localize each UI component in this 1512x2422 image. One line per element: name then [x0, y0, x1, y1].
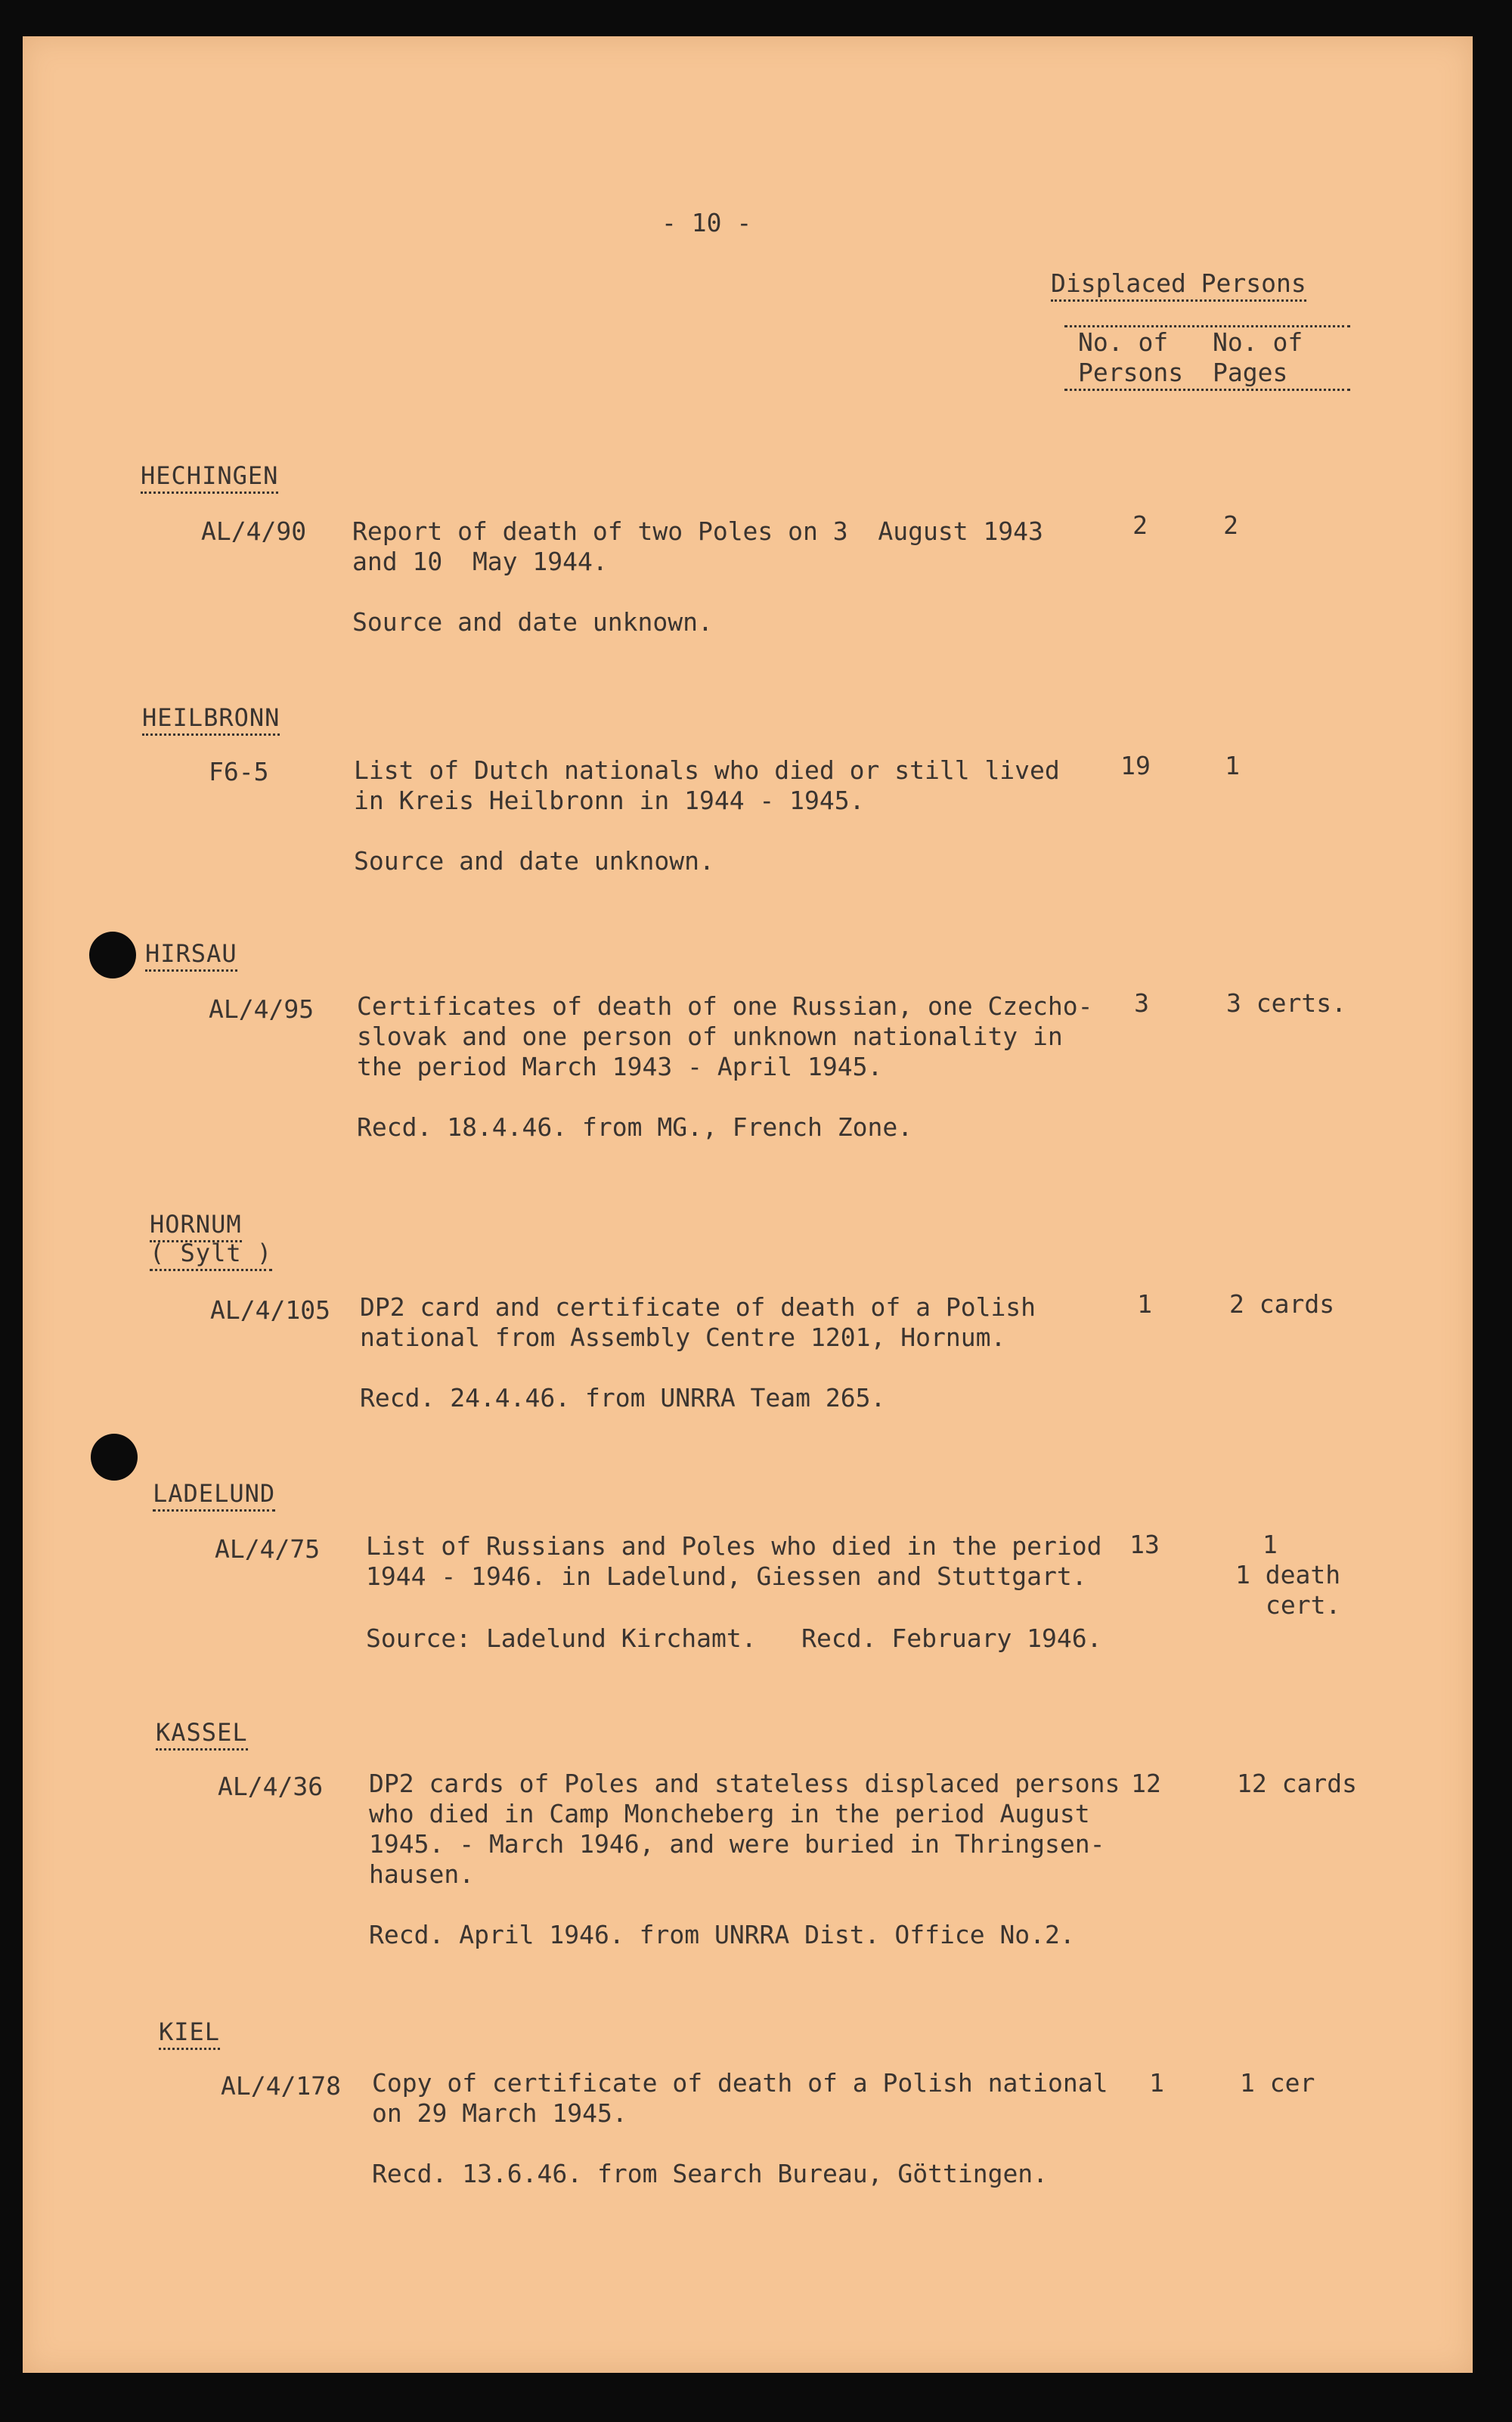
source-line: Recd. 13.6.46. from Search Bureau, Göttingen.	[372, 2159, 1049, 2188]
pages-count: 1 cer	[1240, 2068, 1315, 2098]
punch-hole	[91, 1434, 138, 1481]
reference-code: AL/4/36	[218, 1772, 324, 1801]
description-line: on 29 March 1945.	[372, 2098, 627, 2128]
description-line: Copy of certificate of death of a Polish national	[372, 2068, 1108, 2098]
pages-header-2: Pages	[1213, 358, 1288, 387]
source-line: Recd. 24.4.46. from UNRRA Team 265.	[360, 1383, 886, 1413]
source-line: Recd. April 1946. from UNRRA Dist. Office No.2.	[369, 1920, 1075, 1949]
pages-count: 3 certs.	[1226, 988, 1346, 1018]
description-line: in Kreis Heilbronn in 1944 - 1945.	[354, 786, 865, 815]
persons-count: 2	[1132, 510, 1148, 540]
page-number: - 10 -	[662, 208, 752, 237]
source-line: Recd. 18.4.46. from MG., French Zone.	[357, 1112, 913, 1142]
description-line: Report of death of two Poles on 3 August 1943	[352, 516, 1043, 546]
source-line: Source and date unknown.	[352, 607, 713, 637]
pages-count: 12 cards	[1237, 1769, 1357, 1798]
description-line: DP2 cards of Poles and stateless displaced persons	[369, 1769, 1120, 1798]
description-line: Certificates of death of one Russian, one Czecho-	[357, 991, 1093, 1021]
description-line: List of Dutch nationals who died or still lived	[354, 755, 1060, 785]
reference-code: AL/4/90	[201, 516, 307, 546]
pages-count: 1	[1225, 751, 1240, 780]
persons-header-1: No. of	[1078, 327, 1169, 357]
reference-code: AL/4/95	[209, 994, 314, 1024]
place-heading: KIEL	[159, 2016, 220, 2048]
reference-code: F6-5	[209, 757, 269, 786]
place-heading: LADELUND	[153, 1478, 275, 1509]
reference-code: AL/4/105	[210, 1295, 330, 1325]
persons-header-2: Persons	[1078, 358, 1184, 387]
source-line: Source: Ladelund Kirchamt. Recd. February 1946.	[366, 1623, 1102, 1653]
persons-count: 1	[1137, 1289, 1152, 1319]
header-rule-bottom	[1064, 389, 1350, 391]
source-line: Source and date unknown.	[354, 846, 714, 876]
description-line: the period March 1943 - April 1945.	[357, 1052, 883, 1081]
persons-count: 1	[1149, 2068, 1164, 2098]
pages-count: cert.	[1266, 1590, 1341, 1620]
pages-count: 2	[1223, 510, 1238, 540]
document-page	[23, 36, 1473, 2373]
place-heading: HECHINGEN	[141, 460, 278, 492]
description-line: hausen.	[369, 1859, 475, 1889]
pages-header-1: No. of	[1213, 327, 1303, 357]
pages-count: 2 cards	[1229, 1289, 1335, 1319]
persons-count: 13	[1129, 1530, 1160, 1559]
description-line: 1945. - March 1946, and were buried in Thringsen-	[369, 1829, 1105, 1859]
persons-count: 19	[1120, 751, 1151, 780]
place-heading: HEILBRONN	[142, 702, 280, 733]
place-heading: HIRSAU	[145, 938, 237, 969]
description-line: who died in Camp Moncheberg in the period August	[369, 1799, 1090, 1828]
description-line: national from Assembly Centre 1201, Hornum.	[360, 1323, 1006, 1352]
place-heading: KASSEL	[156, 1716, 248, 1748]
punch-hole	[89, 932, 136, 978]
pages-count: 1	[1263, 1530, 1278, 1559]
persons-count: 3	[1134, 988, 1149, 1018]
reference-code: AL/4/178	[221, 2071, 341, 2101]
description-line: and 10 May 1944.	[352, 547, 608, 576]
pages-count: 1 death	[1235, 1560, 1341, 1589]
description-line: 1944 - 1946. in Ladelund, Giessen and Stuttgart.	[366, 1561, 1087, 1591]
description-line: slovak and one person of unknown nationality in	[357, 1022, 1063, 1051]
place-heading: HORNUM	[150, 1208, 242, 1240]
reference-code: AL/4/75	[215, 1534, 321, 1564]
description-line: List of Russians and Poles who died in the period	[366, 1531, 1102, 1561]
persons-count: 12	[1131, 1769, 1161, 1798]
column-group-title: Displaced Persons	[1051, 268, 1306, 299]
place-subheading: ( Sylt )	[150, 1237, 272, 1269]
description-line: DP2 card and certificate of death of a Polish	[360, 1292, 1036, 1322]
